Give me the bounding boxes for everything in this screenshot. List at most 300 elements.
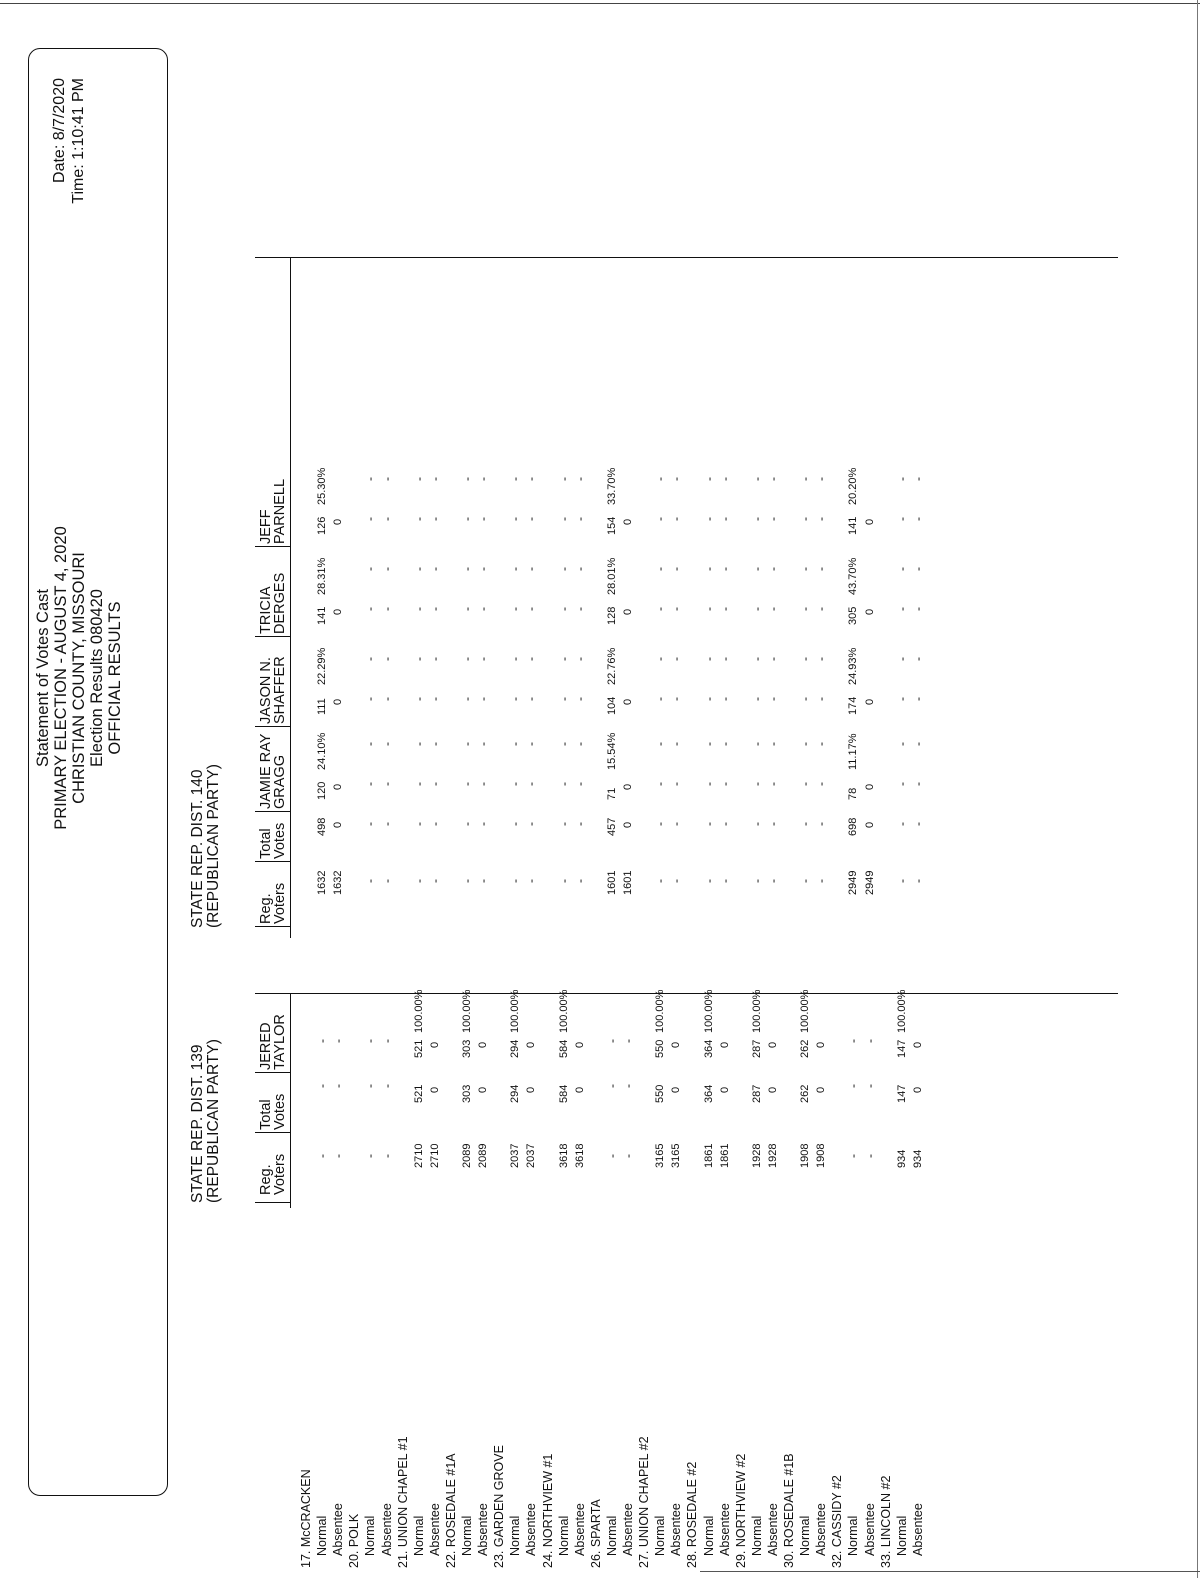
reg-voters-normal: 3165 [654, 1143, 667, 1168]
no-data-dash-140-absentee: - [476, 782, 491, 786]
col-139-1-line-1: Votes [272, 1093, 288, 1130]
candidate-votes-normal: 521 [412, 1039, 425, 1058]
no-data-dash-140-normal: - [460, 782, 474, 786]
no-data-dash-140-normal: - [556, 477, 571, 481]
reg-voters-normal: 1861 [702, 1143, 715, 1168]
no-data-dash-140-normal: - [749, 822, 764, 826]
no-data-dash-140-absentee: - [427, 517, 442, 521]
candidate-votes-normal: 287 [750, 1039, 763, 1058]
total-votes-absentee: 0 [718, 1086, 731, 1093]
candidate-pct-normal: 100.00% [412, 989, 425, 1033]
no-data-dash-140-normal: - [749, 607, 764, 611]
precinct-name: 32. CASSIDY #2 [830, 1475, 845, 1568]
candidate-votes-140-absentee: 0 [622, 698, 634, 705]
candidate-pct-140-normal: 11.17% [847, 733, 860, 770]
rule-139-left [255, 1202, 290, 1203]
no-data-dash-140-normal: - [701, 607, 716, 611]
no-data-dash-140-absentee: - [765, 567, 780, 571]
rule-140-col-0 [255, 926, 290, 927]
reg-voters-absentee: 2089 [477, 1143, 490, 1168]
no-data-dash-140-normal: - [411, 782, 426, 786]
no-data-dash-140-absentee: - [572, 822, 587, 826]
normal-label: Normal [894, 1515, 909, 1556]
col-140-1-line-1: Votes [272, 822, 288, 859]
no-data-dash-140-absentee: - [379, 697, 394, 701]
no-data-dash-140-absentee: - [427, 822, 442, 826]
total-votes-absentee: 0 [477, 1086, 490, 1093]
candidate-votes-140-normal: 71 [605, 787, 618, 800]
candidate-votes-normal: 147 [895, 1039, 908, 1058]
no-data-dash-140-normal: - [411, 607, 426, 611]
candidate-pct-normal: 100.00% [509, 989, 522, 1033]
no-data-dash-140-absentee: - [476, 607, 491, 611]
report-datetime [50, 78, 88, 328]
no-data-dash-140-normal: - [798, 822, 813, 826]
candidate-votes-140-normal: 305 [847, 606, 860, 625]
no-data-dash-140-absentee: - [814, 657, 829, 661]
header-rule-139 [290, 994, 291, 1208]
col-140-3 [259, 656, 287, 724]
no-data-dash-140-normal: - [894, 477, 909, 481]
no-data-dash-140-absentee: - [379, 607, 394, 611]
no-data-dash-normal: - [604, 1084, 619, 1088]
no-data-dash-140-normal: - [653, 697, 668, 701]
total-votes-absentee: 0 [911, 1086, 924, 1093]
candidate-votes-140-absentee: 0 [863, 608, 876, 615]
no-data-dash-140-absentee: - [524, 517, 539, 521]
absentee-label: Absentee [814, 1503, 829, 1556]
total-votes-normal: 550 [654, 1084, 667, 1103]
candidate-votes-140-absentee: 0 [332, 783, 345, 790]
rule-140-col-5 [255, 546, 290, 547]
no-data-dash-140-normal: - [798, 657, 813, 661]
no-data-dash-140-absentee: - [476, 697, 491, 701]
no-data-dash-140-normal: - [798, 782, 813, 786]
no-data-dash-140-absentee: - [572, 567, 587, 571]
candidate-pct-normal: 100.00% [750, 989, 763, 1033]
total-votes-normal: 364 [702, 1084, 715, 1103]
no-data-dash-140-normal: - [363, 742, 378, 746]
no-data-dash-140-absentee: - [379, 477, 394, 481]
no-data-dash-140-normal: - [798, 879, 813, 883]
reg-voters-absentee: 1908 [815, 1143, 828, 1168]
candidate-votes-140-normal: 128 [605, 606, 618, 625]
candidate-pct-normal: 100.00% [654, 989, 667, 1033]
no-data-dash-140-normal: - [460, 879, 474, 883]
no-data-dash-140-absentee: - [476, 742, 491, 746]
no-data-dash-absentee: - [621, 1084, 635, 1088]
total-votes-normal: 294 [509, 1084, 522, 1103]
no-data-dash-140-normal: - [701, 567, 716, 571]
report-title: Statement of Votes Cast [34, 589, 52, 767]
no-data-dash-140-normal: - [556, 879, 571, 883]
no-data-dash-140-absentee: - [524, 477, 539, 481]
no-data-dash-140-absentee: - [910, 607, 925, 611]
col-139-0 [259, 1154, 287, 1195]
candidate-votes-140-absentee: 0 [332, 518, 345, 525]
candidate-pct-140-normal: 15.54% [605, 732, 618, 770]
total-votes-normal: 584 [557, 1084, 570, 1103]
no-data-dash-140-normal: - [556, 607, 571, 611]
candidate-votes-absentee: 0 [573, 1041, 586, 1048]
no-data-dash-140-normal: - [894, 822, 909, 826]
col-140-4-line-0: TRICIA [258, 586, 274, 634]
candidate-votes-normal: 584 [557, 1039, 570, 1058]
candidate-votes-140-normal: 104 [605, 696, 618, 715]
no-data-dash-140-absentee: - [427, 782, 442, 786]
no-data-dash-absentee: - [862, 1039, 877, 1043]
no-data-dash-140-absentee: - [669, 782, 684, 786]
no-data-dash-140-normal: - [556, 742, 571, 746]
no-data-dash-140-normal: - [363, 822, 378, 826]
candidate-votes-normal: 550 [654, 1039, 667, 1058]
no-data-dash-140-normal: - [653, 657, 668, 661]
absentee-label: Absentee [910, 1503, 925, 1556]
absentee-label: Absentee [476, 1503, 491, 1556]
precinct-name: 33. LINCOLN #2 [878, 1475, 893, 1568]
no-data-dash-140-normal: - [653, 742, 668, 746]
normal-label: Normal [460, 1515, 474, 1556]
no-data-dash-140-normal: - [363, 567, 378, 571]
no-data-dash-140-normal: - [460, 697, 474, 701]
no-data-dash-140-absentee: - [669, 742, 684, 746]
no-data-dash-140-absentee: - [765, 742, 780, 746]
no-data-dash-140-absentee: - [524, 742, 539, 746]
no-data-dash-140-normal: - [556, 517, 571, 521]
no-data-dash-140-absentee: - [572, 657, 587, 661]
no-data-dash-140-absentee: - [717, 657, 732, 661]
candidate-votes-140-normal: 126 [316, 516, 329, 535]
no-data-dash-140-normal: - [363, 517, 378, 521]
normal-label: Normal [846, 1515, 861, 1556]
no-data-dash-normal: - [363, 1084, 378, 1088]
no-data-dash-140-normal: - [894, 742, 909, 746]
no-data-dash-140-normal: - [411, 517, 426, 521]
no-data-dash-140-normal: - [411, 697, 426, 701]
total-votes-absentee: 0 [428, 1086, 441, 1093]
rule-140-col-3 [255, 726, 290, 727]
total-votes-absentee: 0 [670, 1086, 683, 1093]
no-data-dash-140-absentee: - [669, 657, 684, 661]
no-data-dash-140-normal: - [556, 567, 571, 571]
no-data-dash-140-normal: - [508, 697, 523, 701]
no-data-dash-140-normal: - [460, 742, 474, 746]
no-data-dash-140-absentee: - [814, 742, 829, 746]
total-votes-absentee: 0 [766, 1086, 779, 1093]
no-data-dash-normal: - [315, 1154, 330, 1158]
no-data-dash-140-normal: - [798, 477, 813, 481]
candidate-votes-140-absentee: 0 [332, 698, 345, 705]
no-data-dash-140-absentee: - [910, 822, 925, 826]
col-140-1-line-0: Total [258, 828, 274, 859]
report-time: Time: 1:10:41 PM [70, 78, 87, 204]
candidate-votes-absentee: 0 [766, 1041, 779, 1048]
no-data-dash-140-absentee: - [427, 742, 442, 746]
col-140-0-line-1: Voters [272, 882, 288, 924]
col-140-4-line-1: DERGES [272, 572, 288, 634]
no-data-dash-absentee: - [379, 1039, 394, 1043]
absentee-label: Absentee [524, 1503, 539, 1556]
no-data-dash-140-absentee: - [717, 822, 732, 826]
precinct-name: 17. McCRACKEN [299, 1469, 313, 1568]
no-data-dash-140-absentee: - [524, 657, 539, 661]
no-data-dash-140-normal: - [508, 822, 523, 826]
col-140-2-line-0: JAMIE RAY [258, 733, 274, 809]
precinct-name: 30. ROSEDALE #1B [782, 1453, 796, 1568]
candidate-pct-140-normal: 24.10% [316, 732, 329, 770]
report-header [34, 178, 124, 1178]
total-votes-absentee: 0 [525, 1086, 538, 1093]
reg-voters-normal: 3618 [557, 1143, 570, 1168]
no-data-dash-140-absentee: - [524, 822, 539, 826]
no-data-dash-normal: - [315, 1084, 330, 1088]
candidate-pct-140-normal: 22.29% [316, 647, 329, 685]
reg-voters-absentee: 3618 [573, 1143, 586, 1168]
results-id: Election Results 080420 [88, 589, 106, 767]
no-data-dash-140-normal: - [460, 567, 474, 571]
no-data-dash-140-absentee: - [427, 657, 442, 661]
no-data-dash-140-normal: - [701, 822, 716, 826]
election-name: PRIMARY ELECTION - AUGUST 4, 2020 [52, 526, 70, 830]
no-data-dash-140-normal: - [508, 782, 523, 786]
precinct-name: 24. NORTHVIEW #1 [540, 1453, 555, 1568]
candidate-pct-140-normal: 24.93% [847, 647, 860, 685]
no-data-dash-140-absentee: - [427, 567, 442, 571]
no-data-dash-140-normal: - [556, 782, 571, 786]
reg-voters-140-absentee: 1601 [622, 870, 634, 895]
col-140-5-line-0: JEFF [258, 509, 274, 544]
no-data-dash-140-normal: - [508, 742, 523, 746]
precinct-name: 20. POLK [347, 1513, 362, 1568]
candidate-votes-absentee: 0 [477, 1041, 490, 1048]
contest-140-title: STATE REP. DIST. 140 (REPUBLICAN PARTY) [189, 764, 222, 928]
rule-139-col-1 [255, 1132, 290, 1133]
precinct-name: 26. SPARTA [588, 1499, 603, 1568]
no-data-dash-normal: - [846, 1039, 861, 1043]
no-data-dash-140-absentee: - [427, 697, 442, 701]
candidate-votes-normal: 364 [702, 1039, 715, 1058]
no-data-dash-140-absentee: - [379, 822, 394, 826]
no-data-dash-140-absentee: - [669, 697, 684, 701]
no-data-dash-140-absentee: - [765, 607, 780, 611]
no-data-dash-140-normal: - [701, 517, 716, 521]
no-data-dash-140-normal: - [894, 657, 909, 661]
absentee-label: Absentee [669, 1503, 684, 1556]
no-data-dash-normal: - [846, 1154, 861, 1158]
absentee-label: Absentee [717, 1503, 732, 1556]
candidate-votes-140-normal: 111 [316, 698, 329, 715]
normal-label: Normal [798, 1515, 813, 1556]
reg-voters-normal: 934 [895, 1149, 908, 1168]
absentee-label: Absentee [572, 1503, 587, 1556]
col-140-2-line-1: GRAGG [272, 755, 288, 809]
total-votes-140-absentee: 0 [863, 821, 876, 828]
absentee-label: Absentee [621, 1503, 635, 1556]
precinct-name: 29. NORTHVIEW #2 [733, 1453, 748, 1568]
no-data-dash-140-absentee: - [379, 517, 394, 521]
no-data-dash-normal: - [363, 1154, 378, 1158]
reg-voters-normal: 2037 [509, 1143, 522, 1168]
no-data-dash-140-normal: - [894, 517, 909, 521]
no-data-dash-normal: - [604, 1154, 619, 1158]
normal-label: Normal [363, 1515, 378, 1556]
absentee-label: Absentee [331, 1503, 346, 1556]
candidate-votes-normal: 294 [509, 1039, 522, 1058]
no-data-dash-140-absentee: - [717, 879, 732, 883]
no-data-dash-140-normal: - [363, 657, 378, 661]
reg-voters-normal: 1908 [799, 1143, 812, 1168]
no-data-dash-140-absentee: - [524, 697, 539, 701]
no-data-dash-140-absentee: - [910, 742, 925, 746]
no-data-dash-140-normal: - [894, 607, 909, 611]
candidate-votes-140-absentee: 0 [863, 698, 876, 705]
no-data-dash-140-normal: - [653, 879, 668, 883]
no-data-dash-140-absentee: - [765, 697, 780, 701]
no-data-dash-140-absentee: - [765, 517, 780, 521]
col-140-5-line-1: PARNELL [272, 478, 288, 544]
reg-voters-140-normal: 1601 [605, 870, 618, 895]
no-data-dash-absentee: - [862, 1084, 877, 1088]
county-name: CHRISTIAN COUNTY, MISSOURI [70, 552, 88, 804]
no-data-dash-140-absentee: - [476, 879, 491, 883]
candidate-votes-140-absentee: 0 [622, 518, 634, 525]
no-data-dash-140-normal: - [411, 567, 426, 571]
no-data-dash-140-normal: - [460, 822, 474, 826]
col-139-1-line-0: Total [258, 1099, 274, 1130]
no-data-dash-absentee: - [331, 1039, 346, 1043]
no-data-dash-140-absentee: - [572, 517, 587, 521]
no-data-dash-normal: - [315, 1039, 330, 1043]
no-data-dash-140-absentee: - [910, 477, 925, 481]
col-140-0 [259, 883, 287, 924]
header-rule-140 [290, 258, 291, 938]
no-data-dash-140-absentee: - [814, 697, 829, 701]
no-data-dash-140-normal: - [556, 697, 571, 701]
candidate-votes-140-normal: 78 [847, 787, 860, 800]
no-data-dash-140-absentee: - [476, 657, 491, 661]
no-data-dash-140-normal: - [411, 742, 426, 746]
no-data-dash-140-normal: - [363, 477, 378, 481]
rule-139-right [255, 993, 1118, 994]
no-data-dash-140-normal: - [556, 822, 571, 826]
no-data-dash-140-normal: - [749, 879, 764, 883]
no-data-dash-140-absentee: - [524, 567, 539, 571]
col-140-1 [259, 823, 287, 859]
no-data-dash-140-absentee: - [379, 657, 394, 661]
no-data-dash-normal: - [846, 1084, 861, 1088]
no-data-dash-140-absentee: - [669, 477, 684, 481]
no-data-dash-normal: - [363, 1039, 378, 1043]
total-votes-normal: 303 [461, 1084, 473, 1103]
normal-label: Normal [653, 1515, 668, 1556]
normal-label: Normal [701, 1515, 716, 1556]
no-data-dash-140-absentee: - [717, 567, 732, 571]
no-data-dash-140-absentee: - [765, 879, 780, 883]
col-139-0-line-0: Reg. [258, 1164, 274, 1195]
no-data-dash-140-absentee: - [910, 517, 925, 521]
no-data-dash-140-absentee: - [427, 477, 442, 481]
no-data-dash-140-absentee: - [765, 477, 780, 481]
precinct-name: 28. ROSEDALE #2 [685, 1461, 700, 1568]
no-data-dash-140-normal: - [894, 782, 909, 786]
candidate-votes-normal: 303 [461, 1039, 473, 1058]
no-data-dash-absentee: - [621, 1039, 635, 1043]
no-data-dash-absentee: - [379, 1154, 394, 1158]
no-data-dash-140-absentee: - [765, 782, 780, 786]
reg-voters-absentee: 2037 [525, 1143, 538, 1168]
no-data-dash-140-absentee: - [572, 477, 587, 481]
no-data-dash-140-normal: - [508, 477, 523, 481]
candidate-votes-140-normal: 120 [316, 781, 329, 800]
candidate-votes-140-absentee: 0 [622, 608, 634, 615]
no-data-dash-140-normal: - [363, 782, 378, 786]
rule-140-col-2 [255, 811, 290, 812]
no-data-dash-140-absentee: - [379, 742, 394, 746]
no-data-dash-140-normal: - [508, 567, 523, 571]
no-data-dash-140-absentee: - [717, 607, 732, 611]
no-data-dash-140-normal: - [460, 517, 474, 521]
no-data-dash-140-normal: - [701, 742, 716, 746]
candidate-pct-normal: 100.00% [557, 989, 570, 1033]
total-votes-140-normal: 698 [847, 817, 860, 836]
no-data-dash-140-normal: - [749, 567, 764, 571]
total-votes-140-absentee: 0 [332, 821, 345, 828]
candidate-votes-absentee: 0 [525, 1041, 538, 1048]
no-data-dash-140-absentee: - [910, 657, 925, 661]
total-votes-140-normal: 457 [605, 817, 618, 836]
candidate-pct-normal: 100.00% [895, 989, 908, 1033]
no-data-dash-140-normal: - [653, 517, 668, 521]
candidate-pct-140-normal: 33.70% [605, 467, 618, 505]
no-data-dash-140-absentee: - [669, 822, 684, 826]
no-data-dash-140-normal: - [749, 697, 764, 701]
no-data-dash-140-normal: - [653, 567, 668, 571]
no-data-dash-140-normal: - [508, 657, 523, 661]
reg-voters-absentee: 3165 [670, 1143, 683, 1168]
total-votes-normal: 521 [412, 1084, 425, 1103]
no-data-dash-absentee: - [862, 1154, 877, 1158]
no-data-dash-140-normal: - [363, 697, 378, 701]
no-data-dash-140-absentee: - [814, 567, 829, 571]
reg-voters-absentee: 2710 [428, 1143, 441, 1168]
no-data-dash-140-absentee: - [717, 782, 732, 786]
no-data-dash-140-absentee: - [765, 657, 780, 661]
no-data-dash-140-absentee: - [814, 477, 829, 481]
total-votes-normal: 287 [750, 1084, 763, 1103]
no-data-dash-140-normal: - [701, 697, 716, 701]
normal-label: Normal [604, 1515, 619, 1556]
normal-label: Normal [411, 1515, 426, 1556]
no-data-dash-140-normal: - [363, 607, 378, 611]
absentee-label: Absentee [862, 1503, 877, 1556]
candidate-votes-absentee: 0 [911, 1041, 924, 1048]
normal-label: Normal [508, 1515, 523, 1556]
no-data-dash-140-normal: - [363, 879, 378, 883]
no-data-dash-140-normal: - [653, 782, 668, 786]
no-data-dash-140-absentee: - [814, 822, 829, 826]
no-data-dash-140-normal: - [798, 697, 813, 701]
reg-voters-absentee: 1928 [766, 1143, 779, 1168]
no-data-dash-140-normal: - [653, 822, 668, 826]
candidate-votes-140-normal: 141 [847, 516, 860, 535]
no-data-dash-absentee: - [331, 1154, 346, 1158]
precinct-name: 22. ROSEDALE #1A [443, 1453, 458, 1568]
reg-voters-absentee: 934 [911, 1149, 924, 1168]
no-data-dash-absentee: - [331, 1084, 346, 1088]
no-data-dash-140-normal: - [508, 879, 523, 883]
no-data-dash-140-absentee: - [572, 607, 587, 611]
no-data-dash-140-absentee: - [814, 607, 829, 611]
